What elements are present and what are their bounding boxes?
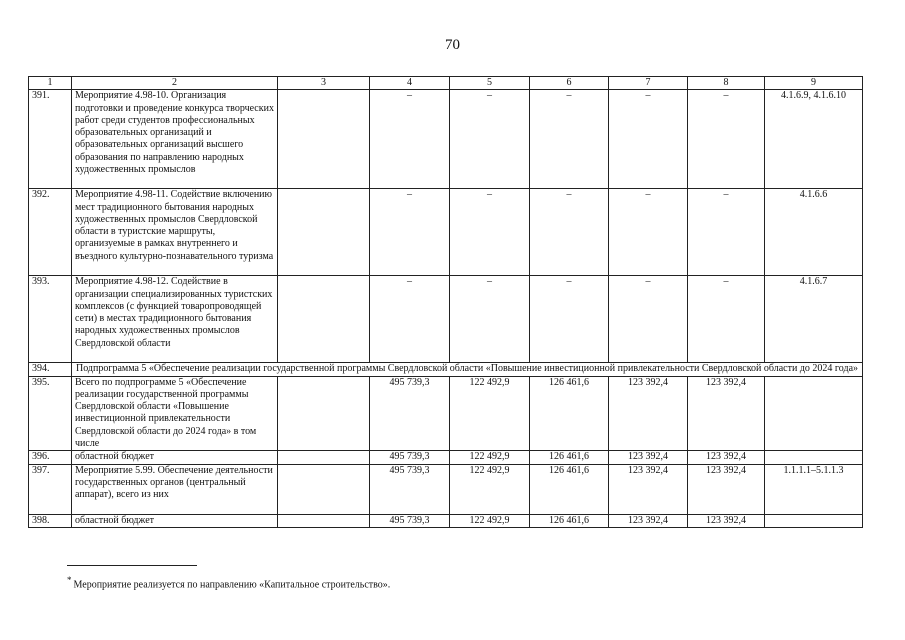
cell: 122 492,9 — [450, 451, 530, 464]
row-name: Мероприятие 4.98-12. Содействие в организации специализированных туристских комплексов (с функцией товаропроводящей сети) в местах традиционного бытования народных художественных промыслов Свердловской области — [72, 276, 278, 363]
cell — [278, 464, 370, 514]
row-number: 391. — [29, 90, 72, 189]
row-number: 393. — [29, 276, 72, 363]
cell — [278, 189, 370, 276]
cell: 495 739,3 — [370, 451, 450, 464]
program-table — [28, 76, 863, 528]
column-header: 6 — [530, 77, 609, 90]
cell-target-codes — [765, 451, 863, 464]
column-header: 1 — [29, 77, 72, 90]
cell-target-codes: 4.1.6.7 — [765, 276, 863, 363]
cell: – — [370, 276, 450, 363]
cell — [278, 451, 370, 464]
column-header: 2 — [72, 77, 278, 90]
cell: 495 739,3 — [370, 514, 450, 527]
cell: 126 461,6 — [530, 514, 609, 527]
cell: 123 392,4 — [688, 514, 765, 527]
footnote — [67, 575, 390, 590]
cell: – — [688, 90, 765, 189]
cell: – — [530, 90, 609, 189]
cell: 123 392,4 — [609, 451, 688, 464]
cell-target-codes: 4.1.6.9, 4.1.6.10 — [765, 90, 863, 189]
cell: – — [688, 276, 765, 363]
table-row — [29, 514, 863, 527]
column-header: 7 — [609, 77, 688, 90]
cell-target-codes — [765, 514, 863, 527]
cell: 123 392,4 — [688, 376, 765, 451]
row-number: 397. — [29, 464, 72, 514]
cell — [278, 276, 370, 363]
cell-target-codes: 4.1.6.6 — [765, 189, 863, 276]
table-row — [29, 451, 863, 464]
row-name: Мероприятие 5.99. Обеспечение деятельности государственных органов (центральный аппарат), всего из них — [72, 464, 278, 514]
cell: 122 492,9 — [450, 376, 530, 451]
cell: 122 492,9 — [450, 514, 530, 527]
cell: – — [450, 90, 530, 189]
row-name: областной бюджет — [72, 451, 278, 464]
cell — [278, 90, 370, 189]
cell: – — [530, 189, 609, 276]
cell: 122 492,9 — [450, 464, 530, 514]
header-row — [29, 77, 863, 90]
page-number: 70 — [445, 37, 460, 53]
row-number: 398. — [29, 514, 72, 527]
cell: – — [688, 189, 765, 276]
cell: 126 461,6 — [530, 376, 609, 451]
cell: 495 739,3 — [370, 464, 450, 514]
row-name: Мероприятие 4.98-11. Содействие включению мест традиционного бытования народных художественных промыслов Свердловской области в туристские маршруты, организуемые в рамках внутреннего и въездного культурно-познавательного туризма — [72, 189, 278, 276]
cell: – — [370, 90, 450, 189]
row-number: 392. — [29, 189, 72, 276]
row-name: Всего по подпрограмме 5 «Обеспечение реализации государственной программы Свердловской области «Повышение инвестиционной привлекательности Свердловской области до 2024 года» в том числе — [72, 376, 278, 451]
footnote-text: Мероприятие реализуется по направлению «Капитальное строительство». — [73, 579, 391, 591]
row-number: 394. — [29, 363, 72, 376]
cell: – — [609, 189, 688, 276]
column-header: 4 — [370, 77, 450, 90]
column-header: 8 — [688, 77, 765, 90]
column-header: 9 — [765, 77, 863, 90]
row-number: 396. — [29, 451, 72, 464]
cell: 126 461,6 — [530, 451, 609, 464]
subprogram-row — [29, 363, 863, 376]
column-header: 3 — [278, 77, 370, 90]
cell-target-codes — [765, 376, 863, 451]
subprogram-title: Подпрограмма 5 «Обеспечение реализации государственной программы Свердловской области «Повышение инвестиционной привлекательности Свердловской области до 2024 года» — [72, 363, 863, 376]
column-header: 5 — [450, 77, 530, 90]
table-row — [29, 276, 863, 363]
cell: – — [609, 276, 688, 363]
cell-target-codes: 1.1.1.1–5.1.1.3 — [765, 464, 863, 514]
table-row — [29, 464, 863, 514]
cell: 126 461,6 — [530, 464, 609, 514]
cell: 123 392,4 — [609, 464, 688, 514]
table-row — [29, 376, 863, 451]
footnote-marker: * — [67, 575, 72, 585]
cell: – — [530, 276, 609, 363]
row-name: Мероприятие 4.98-10. Организация подготовки и проведение конкурса творческих работ среди студентов профессиональных образовательных организаций и образовательных организаций высшего образования по направлению народных художественных промыслов — [72, 90, 278, 189]
cell: – — [370, 189, 450, 276]
row-number: 395. — [29, 376, 72, 451]
cell: – — [450, 276, 530, 363]
cell: 123 392,4 — [688, 451, 765, 464]
cell: 495 739,3 — [370, 376, 450, 451]
cell: 123 392,4 — [688, 464, 765, 514]
cell: – — [609, 90, 688, 189]
cell — [278, 514, 370, 527]
footnote-divider — [67, 565, 197, 566]
table-row — [29, 90, 863, 189]
table-row — [29, 189, 863, 276]
cell: 123 392,4 — [609, 514, 688, 527]
cell — [278, 376, 370, 451]
cell: 123 392,4 — [609, 376, 688, 451]
cell: – — [450, 189, 530, 276]
row-name: областной бюджет — [72, 514, 278, 527]
